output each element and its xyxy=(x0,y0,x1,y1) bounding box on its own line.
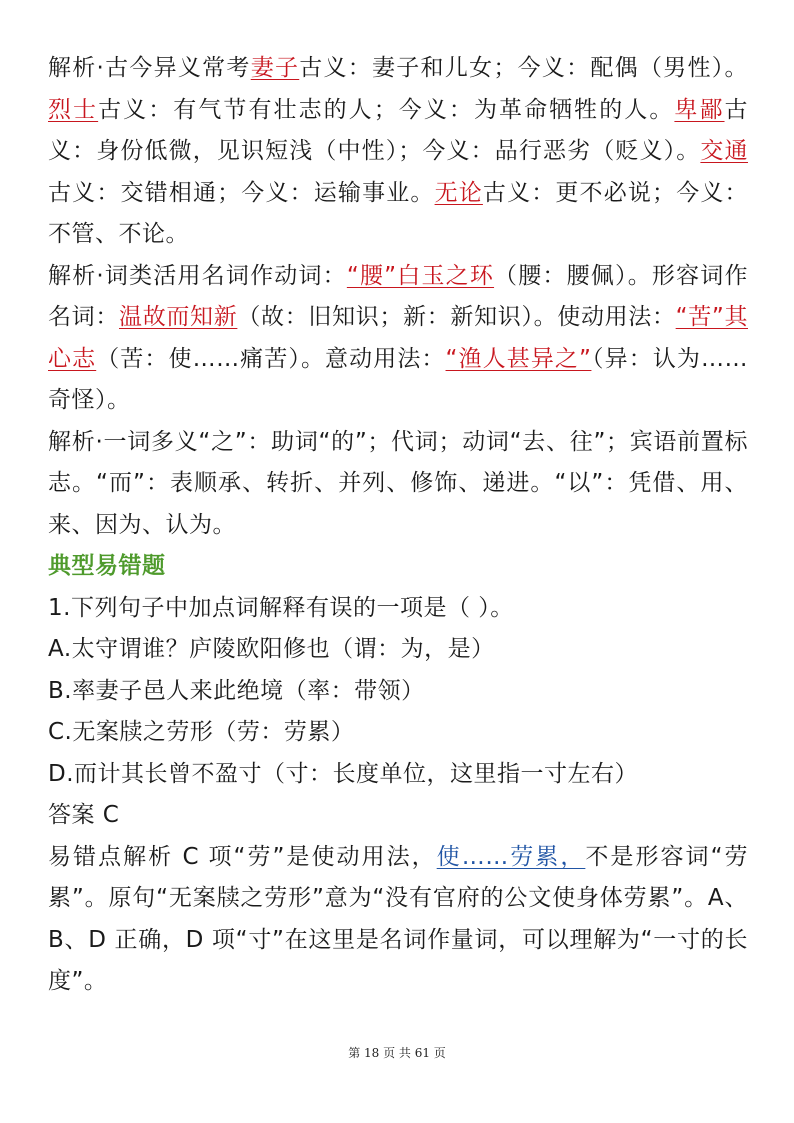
highlighted-phrase: 使……劳累， xyxy=(436,843,586,870)
highlighted-term: “腰”白玉之环 xyxy=(346,262,495,289)
paragraph-text: 古义：身份低微，见识短浅（中性）；今义：品行恶劣（贬义）。 xyxy=(48,96,749,164)
highlighted-term: “苦”其心志 xyxy=(48,304,748,372)
highlighted-term: 温故而知新 xyxy=(119,304,238,330)
analysis-polysemy xyxy=(48,422,748,547)
question-stem xyxy=(48,588,748,630)
paragraph-text: 易错点解析 C 项“劳”是使动用法， xyxy=(48,843,437,870)
option-a xyxy=(48,629,748,671)
option-b xyxy=(48,671,748,713)
highlighted-term: 烈士 xyxy=(48,96,99,123)
highlighted-term: 卑鄙 xyxy=(674,96,725,123)
paragraph-text: 解析·词类活用名词作动词： xyxy=(48,262,347,289)
document-body xyxy=(48,48,748,1003)
section-heading xyxy=(48,546,748,588)
paragraph-text: 解析·一词多义“之”：助词“的”；代词；动词“去、往”；宾语前置标志。“而”：表顺承、转折、并列、修饰、递进。“以”：凭借、用、来、因为、认为。 xyxy=(48,428,748,538)
highlighted-term: 无论 xyxy=(434,179,483,206)
paragraph-text: （苦：使……痛苦）。意动用法： xyxy=(96,345,446,372)
paragraph-text: 1.下列句子中加点词解释有误的一项是（ ）。 xyxy=(48,594,514,621)
answer xyxy=(48,795,748,837)
paragraph-text: 古义：交错相通；今义：运输事业。 xyxy=(48,179,435,206)
paragraph-text: 古义：妻子和儿女；今义：配偶（男性）。 xyxy=(299,55,749,81)
paragraph-text: 古义：有气节有壮志的人；今义：为革命牺牲的人。 xyxy=(98,96,675,123)
analysis-word-class-usage xyxy=(48,256,748,422)
paragraph-text: 古义：更不必说；今义：不管、不论。 xyxy=(48,179,749,247)
paragraph-text: B.率妻子邑人来此绝境（率：带领） xyxy=(48,677,425,704)
paragraph-text: 答案 C xyxy=(48,802,120,828)
section-heading-text: 典型易错题 xyxy=(48,553,166,579)
highlighted-term: 妻子 xyxy=(250,55,300,81)
paragraph-text: （腰：腰佩）。形容词作名词： xyxy=(48,262,748,330)
paragraph-text: 不是形容词“劳累”。原句“无案牍之劳形”意为“没有官府的公文使身体劳累”。A、B、D 正确，D 项“寸”在这里是名词作量词，可以理解为“一寸的长度”。 xyxy=(48,843,749,994)
highlighted-term: “渔人甚异之” xyxy=(445,345,592,372)
paragraph-text: 解析·古今异义常考 xyxy=(48,55,251,81)
error-analysis xyxy=(48,837,748,1003)
analysis-ancient-modern-meanings xyxy=(48,48,748,256)
paragraph-text: C.无案牍之劳形（劳：劳累） xyxy=(48,719,355,745)
paragraph-text: （异：认为……奇怪）。 xyxy=(48,345,749,413)
option-c xyxy=(48,712,748,754)
paragraph-text: D.而计其长曾不盈寸（寸：长度单位，这里指一寸左右） xyxy=(48,760,639,787)
highlighted-term: 交通 xyxy=(700,138,749,164)
page-footer: 第 18 页 共 61 页 xyxy=(348,1046,446,1060)
paragraph-text: （故：旧知识；新：新知识）。使动用法： xyxy=(237,304,676,330)
paragraph-text: A.太守谓谁？庐陵欧阳修也（谓：为，是） xyxy=(48,636,495,662)
option-d xyxy=(48,754,748,796)
